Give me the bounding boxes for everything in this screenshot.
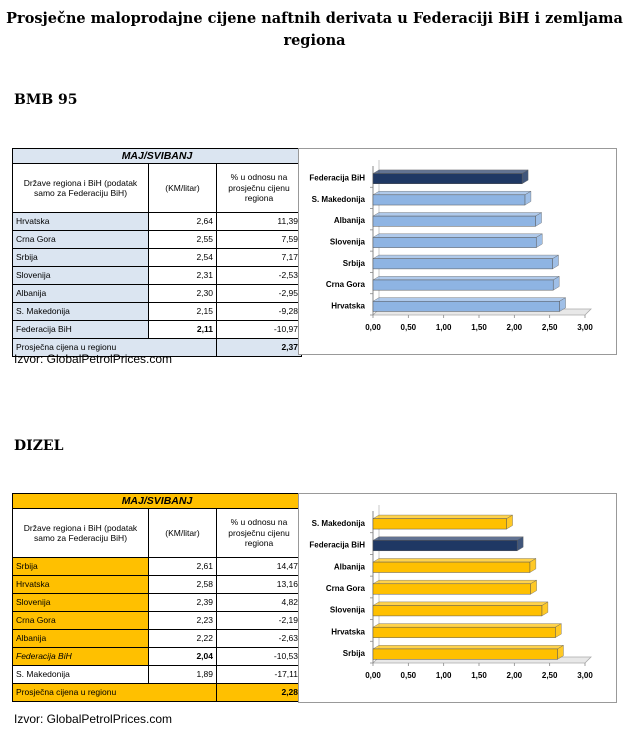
bar-top [373,558,536,562]
x-tick-label: 2,00 [506,671,523,680]
cell-price: 2,22 [149,630,217,648]
cell-pct: -2,19 [217,612,302,630]
cell-country: Hrvatska [13,213,149,231]
bar-face [373,562,530,572]
bar-top [373,645,563,649]
category-label: Srbija [342,649,365,659]
source-note: Izvor: GlobalPetrolPrices.com [14,352,173,366]
bar-face [373,259,552,269]
bar [373,298,566,312]
section-label-dizel: DIZEL [14,438,64,454]
category-label: Crna Gora [325,584,365,593]
page-title: Prosječne maloprodajne cijene naftnih derivata u Federaciji BiH i zemljama regiona [6,10,623,49]
cell-country: Federacija BiH [13,321,149,339]
bar-face [373,540,517,550]
cell-price: 2,23 [149,612,217,630]
bar-chart-bmb [298,148,617,355]
bar [373,645,563,659]
cell-pct: 14,47 [217,558,302,576]
price-table-dizel [12,493,302,702]
bar [373,558,536,572]
x-tick-label: 3,00 [577,323,593,332]
bar-face [373,606,542,616]
cell-price: 2,39 [149,594,217,612]
bar [373,191,531,205]
bar-face [373,649,557,659]
header-country: Države regiona i BiH (podatak samo za Federaciju BiH) [13,164,149,213]
cell-pct: 13,16 [217,576,302,594]
category-label: Srbija [342,258,365,268]
bar-top [373,276,559,280]
bar [373,515,513,529]
cell-price: 2,04 [149,648,217,666]
cell-price: 2,30 [149,285,217,303]
table-row [13,249,302,267]
table-caption: MAJ/SVIBANJ [13,149,302,164]
bar [373,580,537,594]
source-note: Izvor: GlobalPetrolPrices.com [14,712,173,726]
bar-chart-dizel [298,493,617,703]
x-tick-label: 1,50 [471,323,487,332]
bar-face [373,195,525,205]
bar-top [373,234,542,238]
cell-pct: 7,17 [217,249,302,267]
category-label: Federacija BiH [309,173,365,183]
bar-face [373,216,536,226]
bar [373,602,548,616]
bar-face [373,584,531,594]
header-country: Države regiona i BiH (podatak samo za Federaciju BiH) [13,509,149,558]
cell-price: 2,54 [149,249,217,267]
cell-pct: -10,97 [217,321,302,339]
price-table-bmb [12,148,302,357]
cell-country: Crna Gora [13,231,149,249]
category-label: Hrvatska [331,301,365,311]
x-tick-label: 0,50 [400,671,417,680]
bar-top [373,515,513,519]
cell-country: Slovenija [13,594,149,612]
bar [373,255,558,269]
table-footer-row [13,684,302,702]
table-row [13,558,302,576]
footer-value: 2,37 [217,339,302,357]
cell-country: Srbija [13,249,149,267]
header-pct: % u odnosu na prosječnu cijenu regiona [217,164,302,213]
header-pct: % u odnosu na prosječnu cijenu regiona [217,509,302,558]
cell-country: Crna Gora [13,612,149,630]
cell-price: 2,31 [149,267,217,285]
table-row [13,594,302,612]
bar-face [373,301,560,311]
bar-face [373,280,553,290]
table-row [13,267,302,285]
cell-price: 2,64 [149,213,217,231]
table-row [13,231,302,249]
category-label: Slovenija [329,237,365,247]
table-row [13,666,302,684]
cell-pct: -17,11 [217,666,302,684]
bar-face [373,237,536,247]
bar [373,234,542,248]
category-label: Slovenija [329,605,365,615]
bar-top [373,255,558,259]
x-tick-label: 1,00 [435,323,452,332]
footer-label: Prosječna cijena u regionu [13,339,217,357]
bar [373,213,542,227]
cell-country: Slovenija [13,267,149,285]
bar-top [373,624,561,628]
bar [373,170,528,184]
bar-top [373,298,566,302]
bar-top [373,537,523,541]
cell-pct: 4,82 [217,594,302,612]
category-label: S. Makedonija [311,518,365,528]
table-caption: MAJ/SVIBANJ [13,494,302,509]
table-row [13,321,302,339]
cell-country: S. Makedonija [13,666,149,684]
x-tick-label: 0,50 [400,323,417,332]
cell-price: 1,89 [149,666,217,684]
cell-pct: -2,63 [217,630,302,648]
cell-pct: 7,59 [217,231,302,249]
cell-country: Albanija [13,630,149,648]
bar-top [373,191,531,195]
cell-price: 2,15 [149,303,217,321]
cell-country: Hrvatska [13,576,149,594]
bar-top [373,213,542,217]
cell-price: 2,58 [149,576,217,594]
table-row [13,630,302,648]
table-row [13,612,302,630]
x-tick-label: 1,50 [471,671,487,680]
category-label: Hrvatska [331,627,365,637]
bar-top [373,602,548,606]
cell-price: 2,61 [149,558,217,576]
bar-face [373,519,507,529]
footer-label: Prosječna cijena u regionu [13,684,217,702]
cell-country: Federacija BiH [13,648,149,666]
bar-face [373,174,522,184]
bar [373,537,523,551]
cell-pct: -10,53 [217,648,302,666]
bar-face [373,627,555,637]
bar [373,624,561,638]
cell-price: 2,11 [149,321,217,339]
x-tick-label: 1,00 [435,671,452,680]
table-row [13,303,302,321]
cell-country: Albanija [13,285,149,303]
category-label: Federacija BiH [309,540,365,550]
x-tick-label: 0,00 [365,323,381,332]
section-label-bmb: BMB 95 [14,92,78,108]
table-row [13,213,302,231]
footer-value: 2,28 [217,684,302,702]
bar [373,276,559,290]
x-tick-label: 3,00 [577,671,593,680]
header-price: (KM/litar) [149,164,217,213]
table-row [13,648,302,666]
cell-country: S. Makedonija [13,303,149,321]
category-label: Albanija [333,562,365,572]
table-row [13,285,302,303]
cell-pct: -9,28 [217,303,302,321]
category-label: Albanija [333,216,365,226]
x-tick-label: 2,50 [541,323,558,332]
x-tick-label: 2,00 [506,323,523,332]
cell-country: Srbija [13,558,149,576]
category-label: S. Makedonija [311,194,365,204]
cell-price: 2,55 [149,231,217,249]
x-tick-label: 0,00 [365,671,381,680]
cell-pct: -2,95 [217,285,302,303]
bar-top [373,170,528,174]
cell-pct: 11,39 [217,213,302,231]
table-row [13,576,302,594]
cell-pct: -2,53 [217,267,302,285]
header-price: (KM/litar) [149,509,217,558]
bar-top [373,580,537,584]
x-tick-label: 2,50 [541,671,558,680]
category-label: Crna Gora [325,280,365,290]
